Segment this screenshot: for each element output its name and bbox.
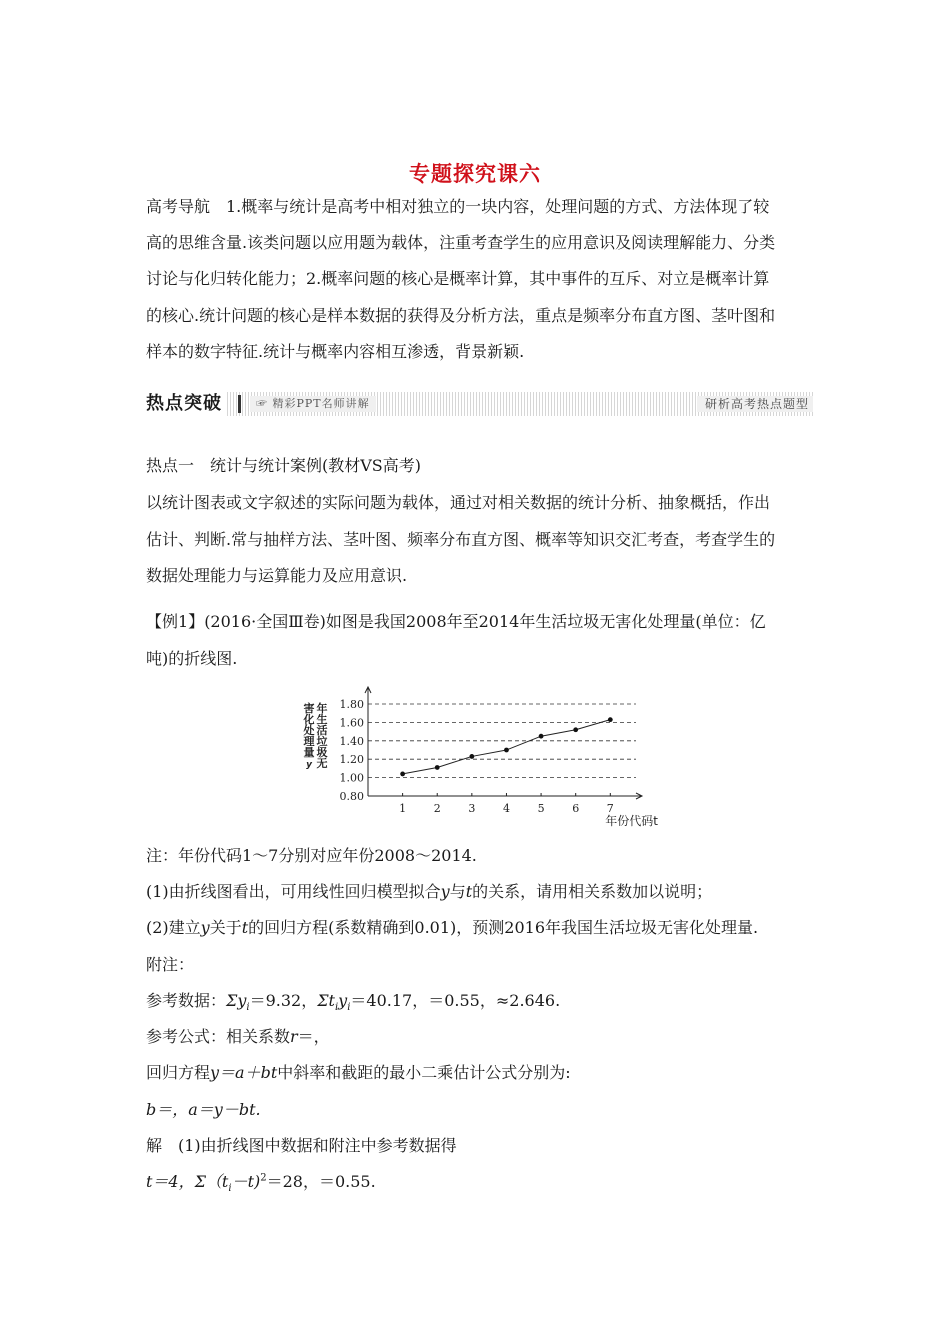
- y-tick-label: 1.20: [339, 753, 364, 767]
- y-tick-label: 1.00: [339, 771, 364, 785]
- reference-formula: [146, 1024, 330, 1047]
- refformula-r: r: [290, 1027, 298, 1046]
- intro-line-3: 讨论与化归转化能力；2.概率问题的核心是概率计算，其中事件的互斥、对立是概率计算: [146, 269, 770, 288]
- intro-line-2: 高的思维含量.该类问题以应用题为载体，注重考查学生的应用意识及阅读理解能力、分类: [146, 233, 776, 252]
- data-point: [608, 717, 613, 722]
- refformula-pre: 参考公式：相关系数: [146, 1027, 291, 1046]
- data-point: [469, 754, 474, 759]
- note-line: 注：年份代码1～7分别对应年份2008～2014.: [146, 846, 477, 865]
- y-label-char: 处: [303, 724, 315, 737]
- reg-post: 中斜率和截距的最小二乘估计公式分别为:: [277, 1063, 571, 1082]
- refdata-sigma-y: Σy: [226, 991, 247, 1010]
- y-label-char: 年: [316, 702, 328, 715]
- x-tick-label: 4: [502, 802, 510, 815]
- q2-t: t: [241, 918, 249, 937]
- example-text-1: (2016·全国Ⅲ卷)如图是我国2008年至2014年生活垃圾无害化处理量(单位：亿: [204, 612, 766, 631]
- banner-right-label: 研析高考热点题型: [697, 396, 813, 412]
- series-line: [403, 720, 611, 774]
- example-line-1: [146, 609, 766, 632]
- y-label-char: y: [306, 760, 312, 770]
- x-tick-label: 5: [537, 802, 545, 815]
- reference-data: [146, 988, 560, 1013]
- reg-pre: 回归方程: [146, 1063, 211, 1082]
- hot1-line-3: 数据处理能力与运算能力及应用意识.: [146, 566, 408, 585]
- refdata-mid: ＝9.32，: [249, 991, 318, 1010]
- page-title: 专题探究课六: [409, 161, 541, 186]
- refdata-pre: 参考数据：: [146, 991, 227, 1010]
- question-1: [146, 879, 712, 902]
- y-tick-label: 1.60: [339, 716, 364, 730]
- data-point: [504, 748, 509, 753]
- y-axis-label-col2: [303, 701, 316, 770]
- example-line-2: 吨)的折线图.: [146, 649, 238, 668]
- tline-sub: i: [228, 1183, 232, 1195]
- q2-mid: 关于: [209, 918, 242, 937]
- q1-y: y: [440, 882, 450, 901]
- q2-y: y: [200, 918, 210, 937]
- solution-line: 解 (1)由折线图中数据和附注中参考数据得: [146, 1136, 457, 1155]
- tline-post: ＝28，＝0.55.: [266, 1172, 376, 1191]
- q1-post: 的关系，请用相关系数加以说明；: [472, 882, 713, 901]
- y-label-char: 圾: [316, 746, 328, 759]
- y-tick-label: 1.80: [339, 698, 364, 711]
- question-2: [146, 915, 758, 938]
- y-label-char: 活: [316, 724, 328, 737]
- y-label-char: 理: [303, 735, 315, 748]
- tline-pre: t＝4，Σ（t: [146, 1172, 229, 1191]
- x-tick-label: 2: [433, 802, 441, 815]
- y-label-char: 生: [316, 713, 328, 726]
- data-point: [435, 765, 440, 770]
- banner-label: 热点突破: [146, 392, 226, 416]
- data-point: [400, 772, 405, 777]
- banner-divider: [238, 395, 241, 413]
- y-label-char: 害: [303, 702, 315, 715]
- x-tick-label: 3: [468, 802, 476, 815]
- hot1-line-2: 估计、判断.常与抽样方法、茎叶图、频率分布直方图、概率等知识交汇考查，考查学生的: [146, 530, 776, 549]
- refformula-post: ＝，: [297, 1027, 330, 1046]
- chart-grid: [368, 704, 636, 778]
- y-tick-labels: [340, 698, 365, 803]
- x-axis-label: 年份代码t: [605, 814, 658, 828]
- reg-eq: y＝a＋bt: [210, 1063, 278, 1082]
- appendix-label: 附注：: [146, 955, 195, 974]
- line-chart: [300, 684, 660, 834]
- x-tick-label: 7: [606, 802, 614, 815]
- q2-pre: (2)建立: [146, 918, 201, 937]
- example-tag: 【例1】: [146, 612, 205, 631]
- data-point: [539, 734, 544, 739]
- y-label-char: 量: [303, 746, 315, 759]
- tline-sup: 2: [260, 1172, 267, 1184]
- hot1-heading: 热点一 统计与统计案例(教材VS高考): [146, 456, 422, 475]
- x-tick-label: 1: [399, 802, 407, 815]
- intro-line-4: 的核心.统计问题的核心是样本数据的获得及分析方法，重点是频率分布直方图、茎叶图和: [146, 306, 776, 325]
- b-formula-line: b＝，a＝y－bt.: [146, 1100, 261, 1119]
- q1-t: t: [465, 882, 473, 901]
- x-tick-label: 6: [572, 802, 580, 815]
- y-tick-label: 0.80: [339, 790, 364, 803]
- series-points: [400, 717, 612, 776]
- y-label-char: 无: [316, 757, 328, 770]
- tline-mid: －t): [231, 1172, 261, 1191]
- intro-line-1: 高考导航 1.概率与统计是高考中相对独立的一块内容，处理问题的方式、方法体现了较: [146, 197, 770, 216]
- q1-pre: (1)由折线图看出，可用线性回归模型拟合: [146, 882, 441, 901]
- y-label-char: 化: [303, 713, 315, 726]
- y-label-char: 垃: [316, 735, 328, 748]
- section-banner: [146, 392, 813, 416]
- refdata-post: ＝40.17，＝0.55，≈2.646.: [350, 991, 561, 1010]
- t-result-line: [146, 1169, 376, 1194]
- refdata-sigma-t: Σt: [317, 991, 335, 1010]
- data-point: [573, 727, 578, 732]
- intro-line-5: 样本的数字特征.统计与概率内容相互渗透，背景新颖.: [146, 342, 525, 361]
- banner-ppt-link[interactable]: ☞ 精彩PPT名师讲解: [250, 396, 376, 412]
- regression-line: [146, 1060, 571, 1083]
- refdata-sub-i-3: i: [347, 1002, 351, 1014]
- q2-post: 的回归方程(系数精确到0.01)，预测2016年我国生活垃圾无害化处理量.: [248, 918, 759, 937]
- refdata-sub-i-2: i: [334, 1002, 339, 1014]
- refdata-sub-i: i: [246, 1002, 250, 1014]
- refdata-y: y: [338, 991, 348, 1010]
- y-axis-label-col1: [317, 701, 328, 770]
- hot1-line-1: 以统计图表或文字叙述的实际问题为载体，通过对相关数据的统计分析、抽象概括，作出: [146, 493, 771, 512]
- q1-mid: 与: [449, 882, 466, 901]
- y-tick-label: 1.40: [339, 734, 364, 748]
- data-line: [403, 720, 611, 774]
